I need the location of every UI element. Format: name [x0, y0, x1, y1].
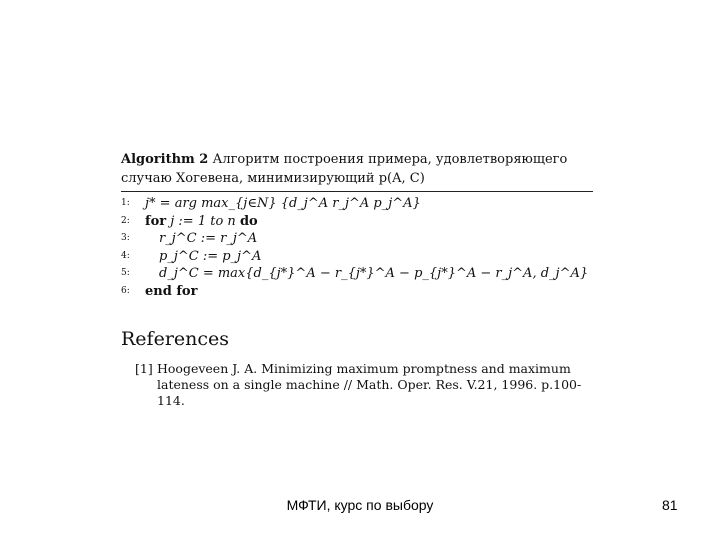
line-code — [145, 214, 258, 229]
line-code — [145, 284, 197, 299]
algorithm-header — [121, 150, 593, 188]
line-number: 6: — [121, 285, 130, 296]
reference-text: Hoogeveen J. A. Minimizing maximum promptness and maximum lateness on a single machine // Math. Oper. Res. V.21, 1996. p.100-114. — [157, 361, 582, 408]
reference-number: [1] — [135, 361, 153, 376]
line-number: 1: — [121, 198, 130, 208]
algorithm-rule — [121, 191, 593, 192]
keyword-for: for — [145, 213, 167, 229]
line-code: p_j^C := p_j^A — [159, 248, 262, 264]
line-code: r_j^C := r_j^A — [159, 231, 258, 246]
document-body — [121, 150, 593, 409]
line-code: d_j^C = max{d_{j*}^A − r_{j*}^A − p_{j*}^A − r_j^A, d_j^A} — [159, 266, 589, 281]
line-number: 2: — [121, 215, 130, 226]
algorithm-line — [121, 196, 593, 214]
algorithm-caption: Алгоритм построения примера, удовлетворяющего случаю Хогевена, минимизирующий p(A, C) — [121, 152, 568, 186]
line-number: 3: — [121, 233, 130, 243]
line-number: 4: — [121, 250, 130, 261]
line-code: j* = arg max_{j∈N} {d_j^A r_j^A p_j^A} — [145, 196, 421, 211]
keyword-do: do — [239, 213, 258, 229]
algorithm-line — [121, 266, 593, 284]
reference-item — [135, 361, 593, 409]
algorithm-line — [121, 249, 593, 267]
footer-course: МФТИ, курс по выбору — [286, 497, 434, 513]
page-number: 81 — [662, 497, 678, 513]
algorithm-label: Algorithm 2 — [121, 152, 209, 167]
keyword-end-for: end for — [145, 283, 198, 299]
loop-range: j := 1 to n — [170, 213, 236, 229]
algorithm-line — [121, 214, 593, 232]
algorithm-line — [121, 231, 593, 249]
references-title: References — [121, 328, 230, 350]
line-number: 5: — [121, 268, 130, 278]
algorithm-line — [121, 284, 593, 302]
